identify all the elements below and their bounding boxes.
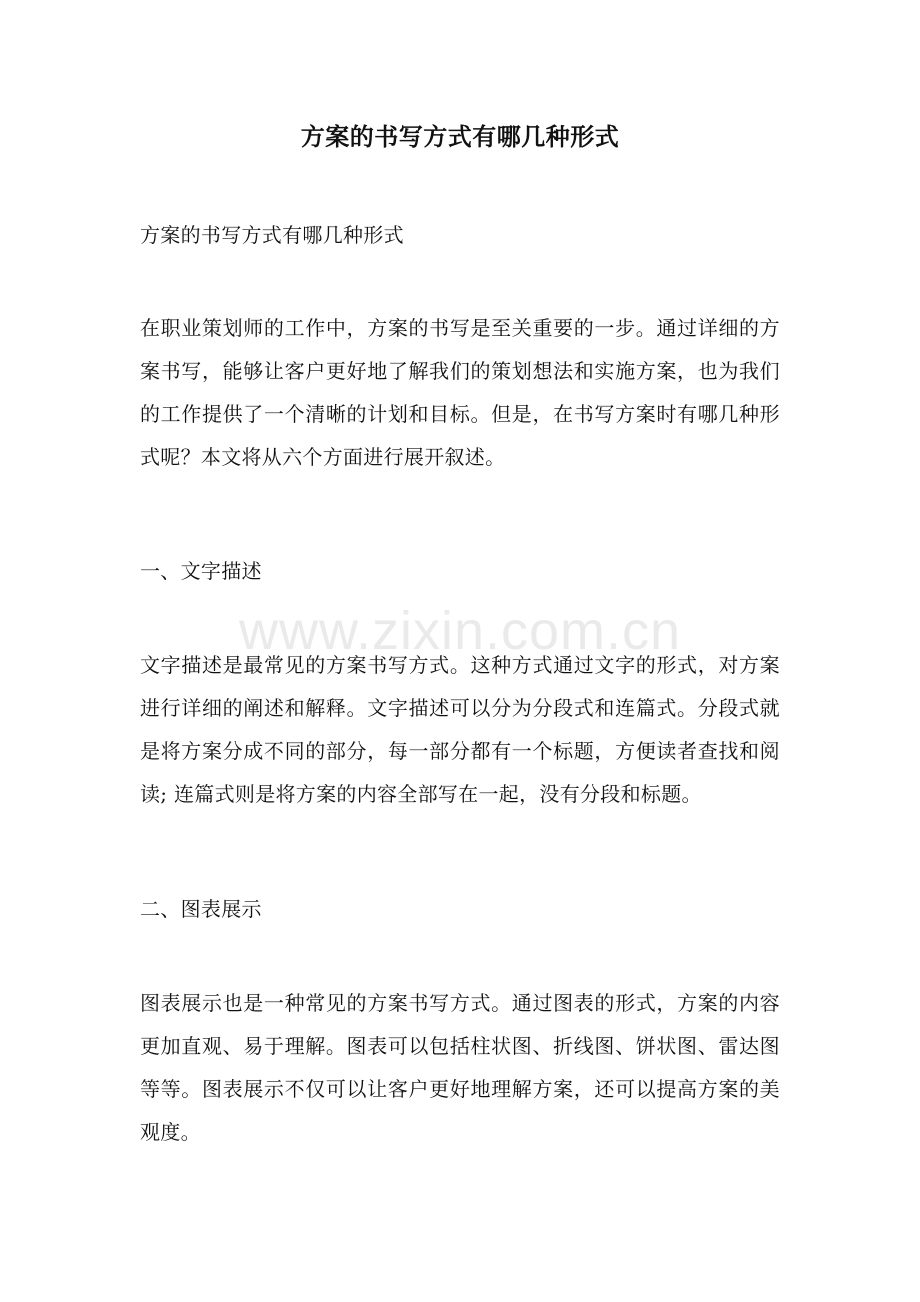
section-body-text-description: 文字描述是最常见的方案书写方式。这种方式通过文字的形式，对方案进行详细的阐述和解释。文字描述可以分为分段式和连篇式。分段式就是将方案分成不同的部分，每一部分都有一个标题，方便读者查找和阅读; 连篇式则是将方案的内容全部写在一起，没有分段和标题。 — [140, 653, 780, 806]
document-title: 方案的书写方式有哪几种形式 — [300, 122, 620, 151]
section-body-chart-display: 图表展示也是一种常见的方案书写方式。通过图表的形式，方案的内容更加直观、易于理解。图表可以包括柱状图、折线图、饼状图、雷达图等等。图表展示不仅可以让客户更好地理解方案，还可以提高方案的美观度。 — [140, 991, 780, 1144]
watermark: www.zixin.com.cn — [238, 601, 682, 661]
section-heading-text-description: 一、文字描述 — [140, 559, 262, 583]
intro-paragraph: 在职业策划师的工作中，方案的书写是至关重要的一步。通过详细的方案书写，能够让客户更好地了解我们的策划想法和实施方案，也为我们的工作提供了一个清晰的计划和目标。但是，在书写方案时有哪几种形式呢？本文将从六个方面进行展开叙述。 — [140, 316, 780, 469]
section-heading-chart-display: 二、图表展示 — [140, 897, 262, 921]
document-subtitle: 方案的书写方式有哪几种形式 — [140, 223, 404, 247]
